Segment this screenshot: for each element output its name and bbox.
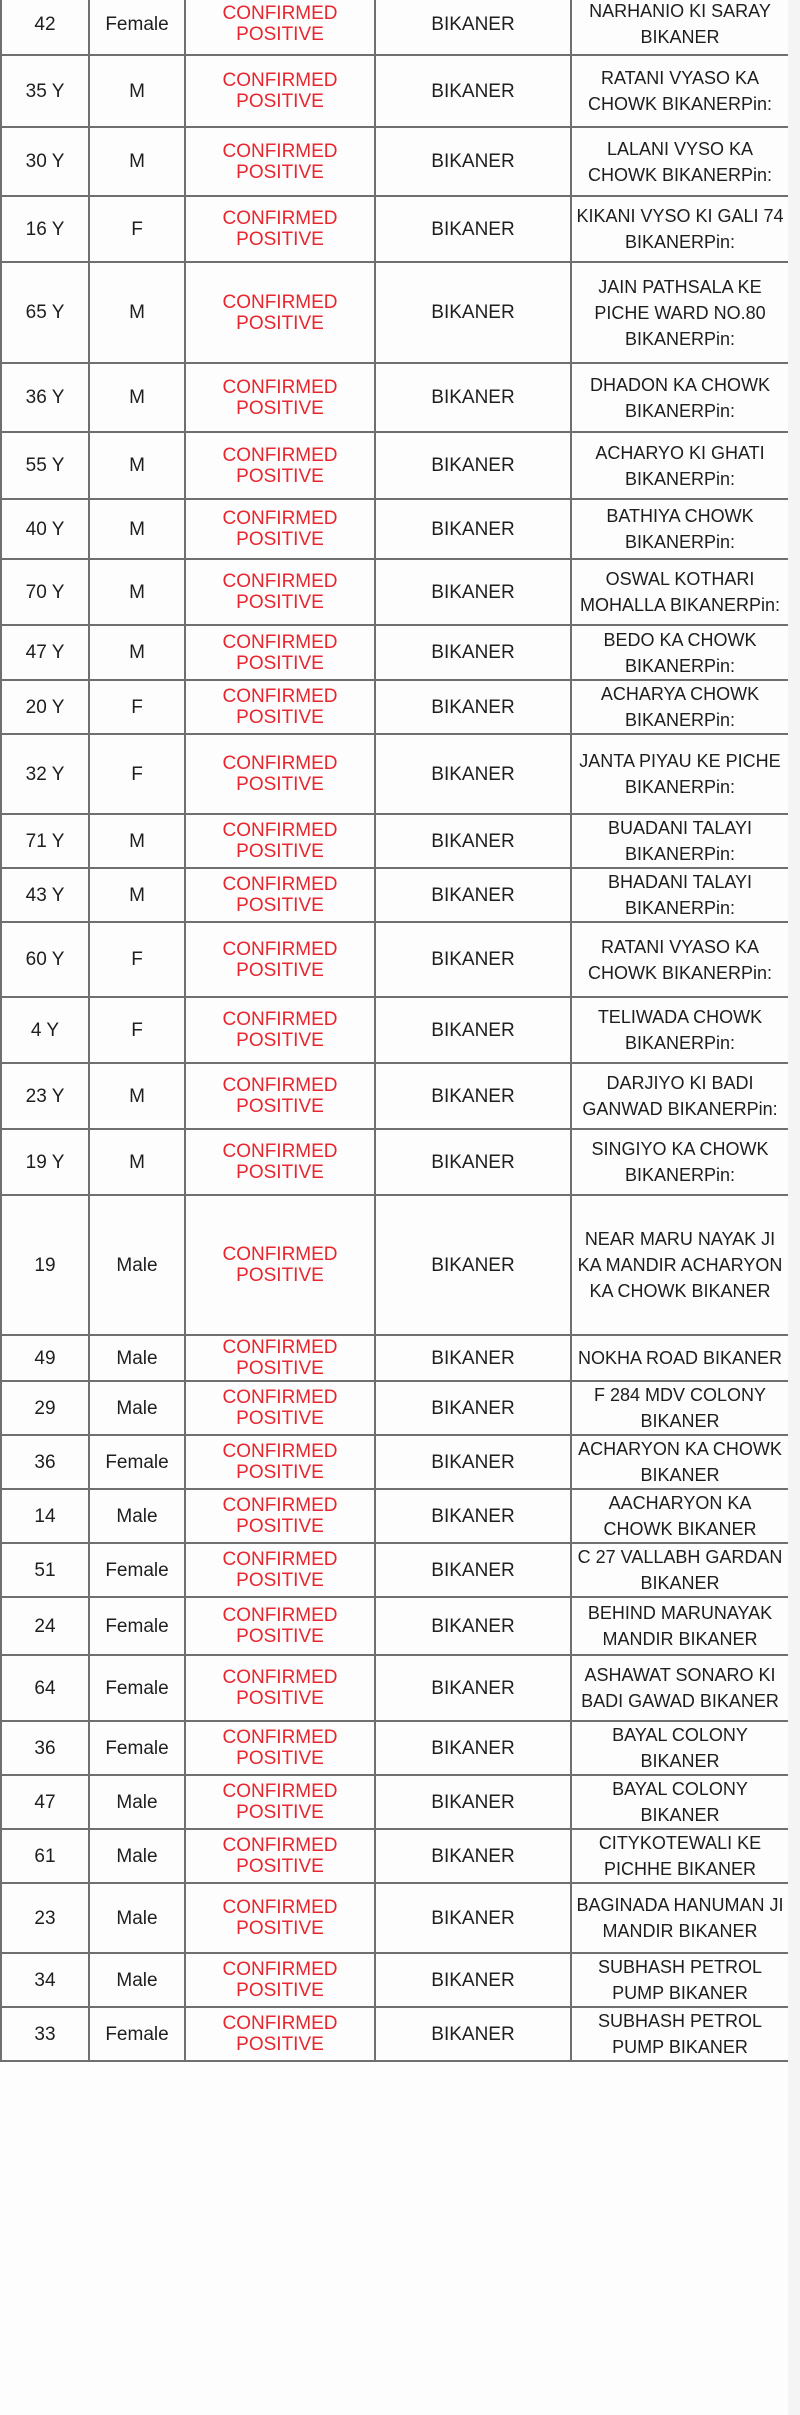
- status-cell: CONFIRMED POSITIVE: [185, 1129, 375, 1195]
- status-cell: CONFIRMED POSITIVE: [185, 262, 375, 363]
- age-cell: 61: [1, 1829, 89, 1883]
- age-cell: 64: [1, 1655, 89, 1721]
- age-cell: 40 Y: [1, 499, 89, 559]
- gender-cell: Female: [89, 1655, 185, 1721]
- address-cell: NOKHA ROAD BIKANER: [571, 1335, 789, 1381]
- age-cell: 29: [1, 1381, 89, 1435]
- age-cell: 35 Y: [1, 55, 89, 127]
- gender-cell: Female: [89, 1435, 185, 1489]
- age-cell: 49: [1, 1335, 89, 1381]
- address-cell: C 27 VALLABH GARDAN BIKANER: [571, 1543, 789, 1597]
- gender-cell: Male: [89, 1489, 185, 1543]
- district-cell: BIKANER: [375, 1883, 571, 1953]
- table-row: [1, 1129, 789, 1195]
- address-cell: RATANI VYASO KA CHOWK BIKANERPin:: [571, 55, 789, 127]
- address-cell: ACHARYO KI GHATI BIKANERPin:: [571, 432, 789, 499]
- status-cell: CONFIRMED POSITIVE: [185, 1953, 375, 2007]
- address-cell: SINGIYO KA CHOWK BIKANERPin:: [571, 1129, 789, 1195]
- age-cell: 19 Y: [1, 1129, 89, 1195]
- address-cell: RATANI VYASO KA CHOWK BIKANERPin:: [571, 922, 789, 997]
- address-cell: OSWAL KOTHARI MOHALLA BIKANERPin:: [571, 559, 789, 625]
- address-cell: SUBHASH PETROL PUMP BIKANER: [571, 1953, 789, 2007]
- district-cell: BIKANER: [375, 868, 571, 922]
- gender-cell: Male: [89, 1775, 185, 1829]
- address-cell: ACHARYON KA CHOWK BIKANER: [571, 1435, 789, 1489]
- district-cell: BIKANER: [375, 1829, 571, 1883]
- gender-cell: Female: [89, 1543, 185, 1597]
- district-cell: BIKANER: [375, 1543, 571, 1597]
- address-cell: BAYAL COLONY BIKANER: [571, 1775, 789, 1829]
- gender-cell: M: [89, 55, 185, 127]
- table-row: [1, 680, 789, 734]
- table-row: [1, 55, 789, 127]
- address-cell: DHADON KA CHOWK BIKANERPin:: [571, 363, 789, 432]
- district-cell: BIKANER: [375, 2007, 571, 2061]
- address-cell: CITYKOTEWALI KE PICHHE BIKANER: [571, 1829, 789, 1883]
- status-cell: CONFIRMED POSITIVE: [185, 1489, 375, 1543]
- address-cell: NARHANIO KI SARAY BIKANER: [571, 0, 789, 55]
- district-cell: BIKANER: [375, 814, 571, 868]
- table-row: [1, 814, 789, 868]
- district-cell: BIKANER: [375, 922, 571, 997]
- table-row: [1, 262, 789, 363]
- status-cell: CONFIRMED POSITIVE: [185, 1775, 375, 1829]
- district-cell: BIKANER: [375, 363, 571, 432]
- gender-cell: F: [89, 680, 185, 734]
- age-cell: 36: [1, 1721, 89, 1775]
- address-cell: TELIWADA CHOWK BIKANERPin:: [571, 997, 789, 1063]
- age-cell: 60 Y: [1, 922, 89, 997]
- status-cell: CONFIRMED POSITIVE: [185, 1597, 375, 1655]
- address-cell: DARJIYO KI BADI GANWAD BIKANERPin:: [571, 1063, 789, 1129]
- gender-cell: M: [89, 127, 185, 196]
- district-cell: BIKANER: [375, 1063, 571, 1129]
- address-cell: BAGINADA HANUMAN JI MANDIR BIKANER: [571, 1883, 789, 1953]
- address-cell: ASHAWAT SONARO KI BADI GAWAD BIKANER: [571, 1655, 789, 1721]
- gender-cell: Female: [89, 1721, 185, 1775]
- status-cell: CONFIRMED POSITIVE: [185, 1195, 375, 1335]
- status-cell: CONFIRMED POSITIVE: [185, 1543, 375, 1597]
- age-cell: 24: [1, 1597, 89, 1655]
- district-cell: BIKANER: [375, 1435, 571, 1489]
- gender-cell: Male: [89, 1195, 185, 1335]
- table-row: [1, 1597, 789, 1655]
- district-cell: BIKANER: [375, 262, 571, 363]
- gender-cell: M: [89, 868, 185, 922]
- table-row: [1, 1381, 789, 1435]
- address-cell: JANTA PIYAU KE PICHE BIKANERPin:: [571, 734, 789, 814]
- age-cell: 16 Y: [1, 196, 89, 262]
- status-cell: CONFIRMED POSITIVE: [185, 1435, 375, 1489]
- district-cell: BIKANER: [375, 55, 571, 127]
- table-row: [1, 1721, 789, 1775]
- table-row: [1, 625, 789, 680]
- status-cell: CONFIRMED POSITIVE: [185, 0, 375, 55]
- status-cell: CONFIRMED POSITIVE: [185, 1381, 375, 1435]
- district-cell: BIKANER: [375, 625, 571, 680]
- age-cell: 19: [1, 1195, 89, 1335]
- district-cell: BIKANER: [375, 1195, 571, 1335]
- age-cell: 70 Y: [1, 559, 89, 625]
- age-cell: 32 Y: [1, 734, 89, 814]
- district-cell: BIKANER: [375, 499, 571, 559]
- table-row: [1, 1335, 789, 1381]
- table-row: [1, 1775, 789, 1829]
- table-row: [1, 1543, 789, 1597]
- table-row: [1, 1435, 789, 1489]
- age-cell: 20 Y: [1, 680, 89, 734]
- district-cell: BIKANER: [375, 1597, 571, 1655]
- status-cell: CONFIRMED POSITIVE: [185, 1883, 375, 1953]
- table-row: [1, 363, 789, 432]
- age-cell: 4 Y: [1, 997, 89, 1063]
- age-cell: 23: [1, 1883, 89, 1953]
- table-row: [1, 127, 789, 196]
- gender-cell: M: [89, 1129, 185, 1195]
- status-cell: CONFIRMED POSITIVE: [185, 499, 375, 559]
- address-cell: JAIN PATHSALA KE PICHE WARD NO.80 BIKANERPin:: [571, 262, 789, 363]
- status-cell: CONFIRMED POSITIVE: [185, 363, 375, 432]
- district-cell: BIKANER: [375, 1335, 571, 1381]
- district-cell: BIKANER: [375, 1381, 571, 1435]
- district-cell: BIKANER: [375, 1953, 571, 2007]
- gender-cell: Male: [89, 1381, 185, 1435]
- age-cell: 47 Y: [1, 625, 89, 680]
- status-cell: CONFIRMED POSITIVE: [185, 1655, 375, 1721]
- gender-cell: F: [89, 734, 185, 814]
- age-cell: 43 Y: [1, 868, 89, 922]
- gender-cell: M: [89, 499, 185, 559]
- status-cell: CONFIRMED POSITIVE: [185, 196, 375, 262]
- age-cell: 42: [1, 0, 89, 55]
- gender-cell: Male: [89, 1829, 185, 1883]
- status-cell: CONFIRMED POSITIVE: [185, 127, 375, 196]
- status-cell: CONFIRMED POSITIVE: [185, 1721, 375, 1775]
- status-cell: CONFIRMED POSITIVE: [185, 1335, 375, 1381]
- table-row: [1, 0, 789, 55]
- table-row: [1, 1063, 789, 1129]
- status-cell: CONFIRMED POSITIVE: [185, 680, 375, 734]
- gender-cell: M: [89, 1063, 185, 1129]
- table-row: [1, 1829, 789, 1883]
- gender-cell: Male: [89, 1335, 185, 1381]
- table-row: [1, 997, 789, 1063]
- table-row: [1, 868, 789, 922]
- address-cell: ACHARYA CHOWK BIKANERPin:: [571, 680, 789, 734]
- gender-cell: M: [89, 262, 185, 363]
- status-cell: CONFIRMED POSITIVE: [185, 2007, 375, 2061]
- district-cell: BIKANER: [375, 1655, 571, 1721]
- address-cell: SUBHASH PETROL PUMP BIKANER: [571, 2007, 789, 2061]
- status-cell: CONFIRMED POSITIVE: [185, 922, 375, 997]
- table-row: [1, 196, 789, 262]
- status-cell: CONFIRMED POSITIVE: [185, 559, 375, 625]
- age-cell: 30 Y: [1, 127, 89, 196]
- address-cell: BUADANI TALAYI BIKANERPin:: [571, 814, 789, 868]
- district-cell: BIKANER: [375, 680, 571, 734]
- gender-cell: M: [89, 625, 185, 680]
- gender-cell: M: [89, 432, 185, 499]
- address-cell: BHADANI TALAYI BIKANERPin:: [571, 868, 789, 922]
- address-cell: BEHIND MARUNAYAK MANDIR BIKANER: [571, 1597, 789, 1655]
- status-cell: CONFIRMED POSITIVE: [185, 734, 375, 814]
- gender-cell: Female: [89, 0, 185, 55]
- gender-cell: F: [89, 922, 185, 997]
- address-cell: KIKANI VYSO KI GALI 74 BIKANERPin:: [571, 196, 789, 262]
- status-cell: CONFIRMED POSITIVE: [185, 868, 375, 922]
- table-row: [1, 499, 789, 559]
- address-cell: F 284 MDV COLONY BIKANER: [571, 1381, 789, 1435]
- district-cell: BIKANER: [375, 997, 571, 1063]
- status-cell: CONFIRMED POSITIVE: [185, 814, 375, 868]
- address-cell: NEAR MARU NAYAK JI KA MANDIR ACHARYON KA CHOWK BIKANER: [571, 1195, 789, 1335]
- age-cell: 36: [1, 1435, 89, 1489]
- table-row: [1, 1953, 789, 2007]
- district-cell: BIKANER: [375, 127, 571, 196]
- table-row: [1, 432, 789, 499]
- district-cell: BIKANER: [375, 196, 571, 262]
- status-cell: CONFIRMED POSITIVE: [185, 432, 375, 499]
- district-cell: BIKANER: [375, 559, 571, 625]
- address-cell: BATHIYA CHOWK BIKANERPin:: [571, 499, 789, 559]
- gender-cell: M: [89, 559, 185, 625]
- age-cell: 51: [1, 1543, 89, 1597]
- gender-cell: F: [89, 997, 185, 1063]
- gender-cell: M: [89, 814, 185, 868]
- age-cell: 34: [1, 1953, 89, 2007]
- table-row: [1, 1655, 789, 1721]
- age-cell: 47: [1, 1775, 89, 1829]
- table-row: [1, 1883, 789, 1953]
- age-cell: 14: [1, 1489, 89, 1543]
- status-cell: CONFIRMED POSITIVE: [185, 625, 375, 680]
- district-cell: BIKANER: [375, 734, 571, 814]
- table-row: [1, 1195, 789, 1335]
- gender-cell: Female: [89, 2007, 185, 2061]
- gender-cell: Female: [89, 1597, 185, 1655]
- address-cell: BEDO KA CHOWK BIKANERPin:: [571, 625, 789, 680]
- address-cell: BAYAL COLONY BIKANER: [571, 1721, 789, 1775]
- gender-cell: M: [89, 363, 185, 432]
- age-cell: 36 Y: [1, 363, 89, 432]
- status-cell: CONFIRMED POSITIVE: [185, 997, 375, 1063]
- gender-cell: Male: [89, 1953, 185, 2007]
- gender-cell: Male: [89, 1883, 185, 1953]
- age-cell: 55 Y: [1, 432, 89, 499]
- address-cell: LALANI VYSO KA CHOWK BIKANERPin:: [571, 127, 789, 196]
- district-cell: BIKANER: [375, 1129, 571, 1195]
- address-cell: AACHARYON KA CHOWK BIKANER: [571, 1489, 789, 1543]
- table-row: [1, 559, 789, 625]
- table-row: [1, 734, 789, 814]
- age-cell: 23 Y: [1, 1063, 89, 1129]
- table-row: [1, 2007, 789, 2061]
- district-cell: BIKANER: [375, 0, 571, 55]
- status-cell: CONFIRMED POSITIVE: [185, 55, 375, 127]
- status-cell: CONFIRMED POSITIVE: [185, 1829, 375, 1883]
- district-cell: BIKANER: [375, 1721, 571, 1775]
- age-cell: 33: [1, 2007, 89, 2061]
- age-cell: 71 Y: [1, 814, 89, 868]
- page-edge: [788, 0, 800, 2415]
- district-cell: BIKANER: [375, 432, 571, 499]
- district-cell: BIKANER: [375, 1489, 571, 1543]
- table-row: [1, 922, 789, 997]
- district-cell: BIKANER: [375, 1775, 571, 1829]
- patient-table-body: [1, 0, 789, 2061]
- age-cell: 65 Y: [1, 262, 89, 363]
- status-cell: CONFIRMED POSITIVE: [185, 1063, 375, 1129]
- gender-cell: F: [89, 196, 185, 262]
- table-row: [1, 1489, 789, 1543]
